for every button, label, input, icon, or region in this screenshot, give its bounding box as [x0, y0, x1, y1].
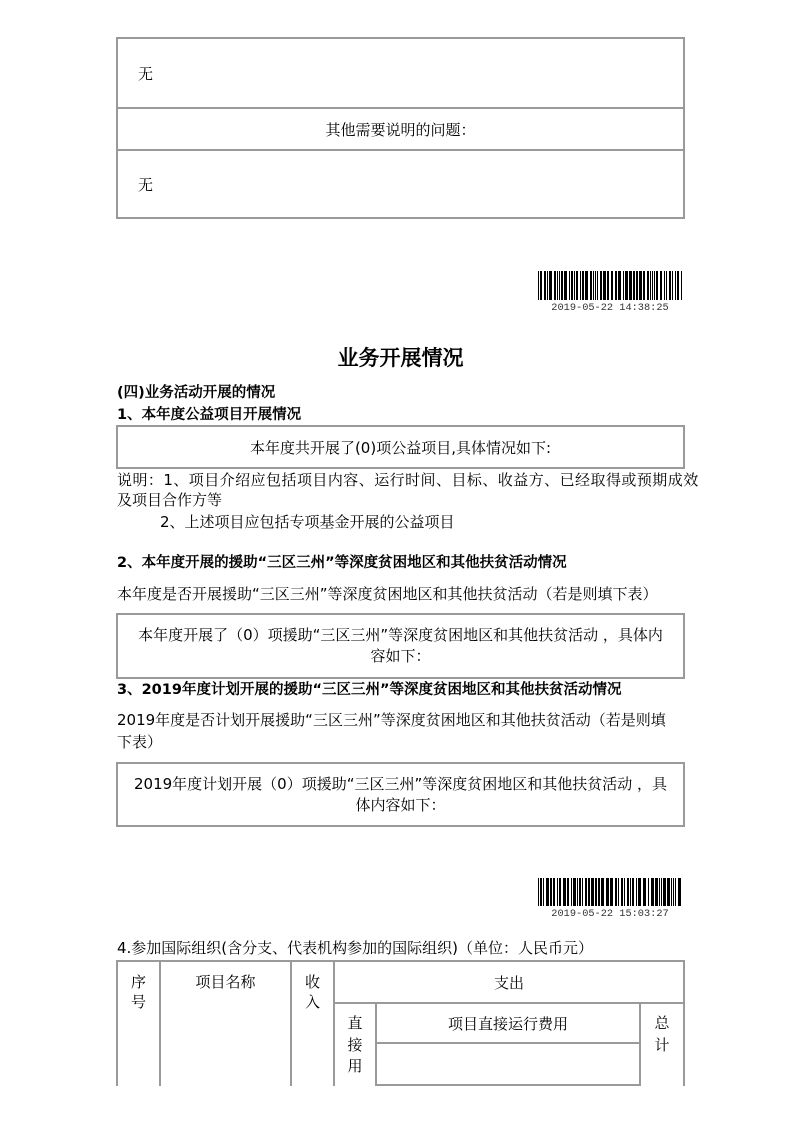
- barcode-bar: [554, 271, 556, 300]
- header-project-direct-operating-cost: [375, 1002, 641, 1044]
- barcode-bar: [656, 271, 658, 300]
- barcode-bar: [582, 878, 583, 906]
- barcode-timestamp: 2019-05-22 15:03:27: [551, 908, 669, 920]
- barcode-bar: [681, 271, 682, 300]
- barcode-bar: [600, 271, 602, 300]
- barcode-bar: [675, 271, 676, 300]
- barcode-bar: [544, 271, 546, 300]
- note-line: 说明：1、项目介绍应包括项目内容、运行时间、目标、收益方、已经取得或预期成效: [117, 471, 699, 489]
- intl-orgs-caption: 4.参加国际组织(含分支、代表机构参加的国际组织)（单位：人民币元）: [117, 939, 594, 957]
- barcode-bar: [643, 271, 645, 300]
- item-2-box-line: 容如下：: [370, 647, 431, 665]
- header-expense-label: 支出: [493, 973, 524, 992]
- barcode-bar: [660, 271, 662, 300]
- barcode-stamp-2: [537, 878, 683, 920]
- barcode-bar: [571, 878, 572, 906]
- barcode-bar: [595, 271, 596, 300]
- barcode-bar: [659, 878, 660, 906]
- barcode-bar: [553, 878, 555, 906]
- barcode-bar: [590, 271, 592, 300]
- barcode-bar: [630, 878, 631, 906]
- barcode: [537, 878, 683, 906]
- barcode-bar: [624, 878, 625, 906]
- item-1-box: [116, 425, 685, 469]
- barcode-bar: [559, 878, 561, 906]
- barcode-bar: [577, 878, 578, 906]
- barcode-bar: [663, 878, 666, 906]
- barcode-bar: [538, 878, 539, 906]
- barcode-bar: [669, 271, 671, 300]
- barcode-bar: [632, 878, 634, 906]
- header-income: [290, 960, 335, 1086]
- barcode-bar: [636, 878, 637, 906]
- barcode-bar: [651, 878, 654, 906]
- item-3-question-line: 下表）: [117, 733, 163, 751]
- barcode-bar: [618, 878, 619, 906]
- barcode-bar: [625, 271, 628, 300]
- barcode-bar: [652, 271, 653, 300]
- item-3-box-line: 2019年度计划开展（0）项援助“三区三州”等深度贫困地区和其他扶贫活动 ，具: [133, 774, 668, 793]
- empty-cell: [375, 1042, 641, 1086]
- item-2-box-line: 本年度开展了（0）项援助“三区三州”等深度贫困地区和其他扶贫活动 ，具体内: [138, 626, 663, 644]
- barcode-bar: [675, 878, 676, 906]
- barcode-bar: [638, 878, 641, 906]
- header-seq: [116, 960, 161, 1086]
- header-project-direct-operating-cost-label: 项目直接运行费用: [447, 1014, 568, 1033]
- barcode: [537, 271, 683, 300]
- barcode-bar: [546, 878, 549, 906]
- barcode-bar: [618, 271, 621, 300]
- barcode-bar: [664, 271, 665, 300]
- barcode-bar: [673, 878, 674, 906]
- barcode-bar: [582, 271, 584, 300]
- barcode-bar: [607, 271, 609, 300]
- barcode-bar: [661, 878, 662, 906]
- barcode-bar: [580, 271, 581, 300]
- barcode-bar: [621, 878, 623, 906]
- header-total-label: 总计: [654, 1014, 670, 1054]
- barcode-bar: [579, 878, 581, 906]
- barcode-bar: [629, 271, 632, 300]
- item-3-box: [116, 762, 685, 827]
- barcode-bar: [611, 271, 613, 300]
- header-project-name-label: 项目名称: [195, 973, 256, 991]
- barcode-bar: [636, 271, 638, 300]
- barcode-bar: [563, 878, 566, 906]
- barcode-bar: [643, 878, 646, 906]
- barcode-bar: [549, 271, 552, 300]
- barcode-bar: [595, 878, 597, 906]
- barcode-bar: [550, 878, 552, 906]
- top-table-row-3: [116, 149, 685, 219]
- barcode-bar: [569, 271, 570, 300]
- item-3-box-line: 体内容如下：: [355, 795, 446, 814]
- barcode-bar: [647, 271, 649, 300]
- header-project-name: [159, 960, 292, 1086]
- top-table-row-2: [116, 107, 685, 151]
- barcode-bar: [655, 878, 658, 906]
- barcode-bar: [557, 878, 558, 906]
- barcode-bar: [538, 271, 539, 300]
- barcode-bar: [672, 271, 673, 300]
- barcode-bar: [571, 271, 573, 300]
- barcode-bar: [601, 878, 604, 906]
- barcode-bar: [623, 271, 624, 300]
- page-title: 业务开展情况: [337, 346, 464, 370]
- barcode-bar: [597, 271, 598, 300]
- barcode-bar: [585, 271, 588, 300]
- barcode-bar: [573, 878, 576, 906]
- barcode-bar: [633, 271, 635, 300]
- barcode-bar: [574, 271, 575, 300]
- barcode-bar: [557, 271, 558, 300]
- barcode-bar: [639, 271, 642, 300]
- top-table-row-1-value: 无: [138, 64, 154, 83]
- item-1-heading: 1、本年度公益项目开展情况: [117, 407, 302, 423]
- barcode-bar: [610, 878, 613, 906]
- barcode-bar: [666, 271, 667, 300]
- barcode-bar: [564, 271, 567, 300]
- barcode-bar: [576, 271, 578, 300]
- header-seq-label: 序号: [130, 973, 146, 1011]
- barcode-bar: [678, 878, 681, 906]
- barcode-bar: [677, 271, 679, 300]
- other-issues-label: 其他需要说明的问题：: [325, 120, 476, 139]
- barcode-bar: [585, 878, 587, 906]
- barcode-bar: [540, 878, 542, 906]
- top-table-row-3-value: 无: [138, 175, 154, 194]
- header-total: [639, 1002, 685, 1086]
- barcode-bar: [540, 271, 542, 300]
- barcode-bar: [603, 271, 606, 300]
- top-table-row-1: [116, 37, 685, 109]
- item-3-heading: 3、2019年度计划开展的援助“三区三州”等深度贫困地区和其他扶贫活动情况: [117, 682, 622, 698]
- barcode-bar: [543, 878, 544, 906]
- header-expense: [333, 960, 685, 1004]
- barcode-bar: [615, 878, 617, 906]
- note-line: 及项目合作方等: [117, 491, 223, 509]
- barcode-bar: [559, 271, 560, 300]
- barcode-bar: [615, 271, 617, 300]
- header-income-label: 收入: [304, 973, 320, 1011]
- item-2-heading: 2、本年度开展的援助“三区三州”等深度贫困地区和其他扶贫活动情况: [117, 555, 567, 571]
- barcode-bar: [650, 271, 651, 300]
- barcode-timestamp: 2019-05-22 14:38:25: [551, 302, 669, 314]
- barcode-stamp-1: [537, 271, 683, 314]
- barcode-bar: [671, 878, 672, 906]
- item-2-question: 本年度是否开展援助“三区三州”等深度贫困地区和其他扶贫活动（若是则填下表）: [117, 585, 658, 603]
- barcode-bar: [667, 878, 670, 906]
- item-2-box: [116, 613, 685, 679]
- section-heading: (四)业务活动开展的情况: [117, 385, 276, 401]
- barcode-bar: [593, 271, 594, 300]
- barcode-bar: [654, 271, 655, 300]
- barcode-bar: [547, 271, 548, 300]
- note-line: 2、上述项目应包括专项基金开展的公益项目: [160, 513, 455, 531]
- item-1-box-text: 本年度共开展了(0)项公益项目,具体情况如下:: [249, 438, 552, 457]
- barcode-bar: [561, 271, 563, 300]
- item-3-question-line: 2019年度是否计划开展援助“三区三州”等深度贫困地区和其他扶贫活动（若是则填: [117, 711, 666, 729]
- barcode-bar: [588, 878, 590, 906]
- barcode-bar: [598, 878, 600, 906]
- barcode-bar: [648, 878, 649, 906]
- barcode-bar: [567, 878, 569, 906]
- barcode-bar: [627, 878, 629, 906]
- barcode-bar: [591, 878, 594, 906]
- header-direct-use-label: 直接用: [347, 1014, 363, 1075]
- header-direct-use: [333, 1002, 377, 1086]
- barcode-bar: [606, 878, 609, 906]
